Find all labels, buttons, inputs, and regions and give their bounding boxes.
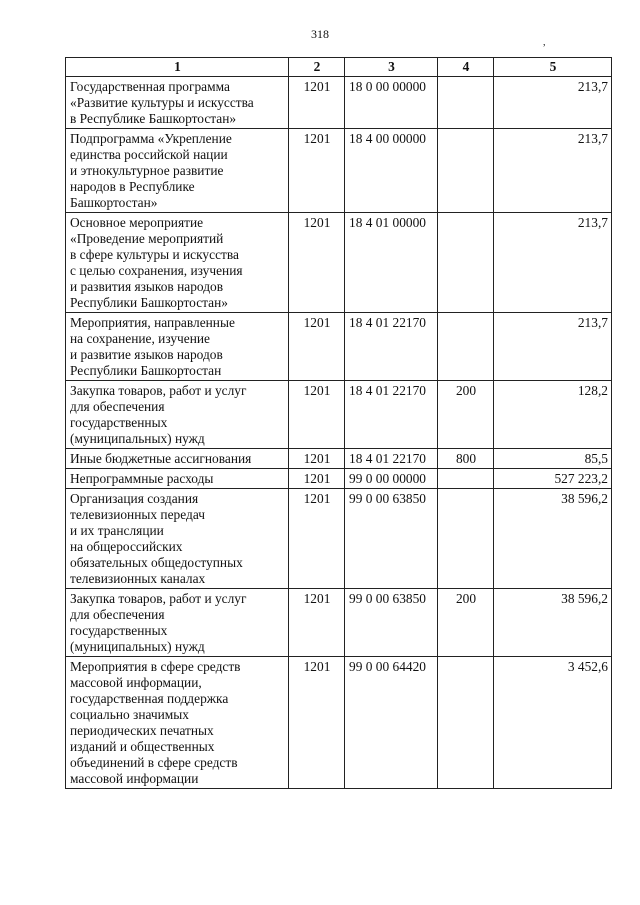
cell-name-line: объединений в сфере средств <box>70 755 238 770</box>
cell-expense-type: 200 <box>438 589 494 657</box>
cell-name-line: периодических печатных <box>70 723 214 738</box>
cell-code: 99 0 00 00000 <box>345 469 438 489</box>
cell-expense-type <box>438 213 494 313</box>
cell-code: 18 4 01 22170 <box>345 313 438 381</box>
cell-code: 18 0 00 00000 <box>345 77 438 129</box>
cell-name <box>66 313 289 381</box>
cell-name-line: Закупка товаров, работ и услуг <box>70 591 247 606</box>
cell-name-line: Башкортостан» <box>70 195 158 210</box>
corner-mark: , <box>543 37 546 48</box>
column-header-4: 4 <box>438 58 494 77</box>
cell-name-line: (муниципальных) нужд <box>70 431 205 446</box>
column-header-1: 1 <box>66 58 289 77</box>
cell-amount: 3 452,6 <box>494 657 612 789</box>
cell-section: 1201 <box>289 77 345 129</box>
cell-name-line: на общероссийских <box>70 539 183 554</box>
cell-amount: 38 596,2 <box>494 589 612 657</box>
cell-name-line: Республики Башкортостан» <box>70 295 228 310</box>
cell-name-line: для обеспечения <box>70 399 165 414</box>
cell-expense-type: 200 <box>438 381 494 449</box>
cell-name-line: народов в Республике <box>70 179 195 194</box>
cell-name-line: Организация создания <box>70 491 199 506</box>
cell-name-line: «Развитие культуры и искусства <box>70 95 254 110</box>
cell-name-line: в Республике Башкортостан» <box>70 111 237 126</box>
cell-name <box>66 213 289 313</box>
cell-name <box>66 381 289 449</box>
cell-expense-type <box>438 469 494 489</box>
cell-name-line: и этнокультурное развитие <box>70 163 224 178</box>
cell-name-line: Закупка товаров, работ и услуг <box>70 383 247 398</box>
cell-name-line: социально значимых <box>70 707 189 722</box>
cell-name <box>66 469 289 489</box>
cell-name-line: телевизионных передач <box>70 507 205 522</box>
table-row <box>66 657 612 789</box>
cell-name-line: массовой информации, <box>70 675 202 690</box>
cell-amount: 213,7 <box>494 129 612 213</box>
cell-name <box>66 657 289 789</box>
cell-name-line: и развитие языков народов <box>70 347 223 362</box>
cell-code: 99 0 00 64420 <box>345 657 438 789</box>
cell-name-line: с целью сохранения, изучения <box>70 263 243 278</box>
cell-section: 1201 <box>289 313 345 381</box>
cell-expense-type <box>438 489 494 589</box>
cell-name <box>66 489 289 589</box>
cell-expense-type <box>438 657 494 789</box>
cell-section: 1201 <box>289 213 345 313</box>
table-row <box>66 589 612 657</box>
cell-name-line: государственных <box>70 623 168 638</box>
cell-code: 18 4 01 22170 <box>345 449 438 469</box>
cell-section: 1201 <box>289 381 345 449</box>
cell-name-line: Государственная программа <box>70 79 230 94</box>
table-row <box>66 313 612 381</box>
column-header-3: 3 <box>345 58 438 77</box>
budget-table <box>65 57 612 789</box>
cell-name-line: на сохранение, изучение <box>70 331 210 346</box>
cell-name-line: Иные бюджетные ассигнования <box>70 451 252 466</box>
cell-expense-type: 800 <box>438 449 494 469</box>
table-body <box>66 77 612 789</box>
table-row <box>66 489 612 589</box>
cell-name-line: телевизионных каналах <box>70 571 206 586</box>
cell-name-line: массовой информации <box>70 771 199 786</box>
cell-code: 18 4 00 00000 <box>345 129 438 213</box>
cell-amount: 213,7 <box>494 313 612 381</box>
cell-amount: 213,7 <box>494 213 612 313</box>
cell-name-line: и их трансляции <box>70 523 164 538</box>
cell-amount: 128,2 <box>494 381 612 449</box>
cell-name <box>66 129 289 213</box>
cell-amount: 527 223,2 <box>494 469 612 489</box>
cell-name-line: «Проведение мероприятий <box>70 231 224 246</box>
table-row <box>66 77 612 129</box>
cell-section: 1201 <box>289 589 345 657</box>
cell-name <box>66 449 289 469</box>
cell-code: 18 4 01 00000 <box>345 213 438 313</box>
cell-name <box>66 589 289 657</box>
cell-name <box>66 77 289 129</box>
table-header-row <box>66 58 612 77</box>
cell-amount: 85,5 <box>494 449 612 469</box>
cell-code: 99 0 00 63850 <box>345 589 438 657</box>
cell-name-line: единства российской нации <box>70 147 228 162</box>
cell-expense-type <box>438 129 494 213</box>
cell-name-line: и развития языков народов <box>70 279 224 294</box>
cell-code: 18 4 01 22170 <box>345 381 438 449</box>
cell-amount: 213,7 <box>494 77 612 129</box>
column-header-5: 5 <box>494 58 612 77</box>
cell-section: 1201 <box>289 489 345 589</box>
table-row <box>66 469 612 489</box>
cell-name-line: государственная поддержка <box>70 691 229 706</box>
table-row <box>66 129 612 213</box>
cell-name-line: (муниципальных) нужд <box>70 639 205 654</box>
cell-expense-type <box>438 77 494 129</box>
cell-code: 99 0 00 63850 <box>345 489 438 589</box>
cell-section: 1201 <box>289 657 345 789</box>
cell-amount: 38 596,2 <box>494 489 612 589</box>
column-header-2: 2 <box>289 58 345 77</box>
cell-section: 1201 <box>289 129 345 213</box>
cell-section: 1201 <box>289 449 345 469</box>
cell-section: 1201 <box>289 469 345 489</box>
cell-name-line: для обеспечения <box>70 607 165 622</box>
cell-name-line: Мероприятия, направленные <box>70 315 235 330</box>
cell-name-line: государственных <box>70 415 168 430</box>
page-number: 318 <box>311 27 329 41</box>
cell-name-line: изданий и общественных <box>70 739 215 754</box>
table-row <box>66 449 612 469</box>
table-row <box>66 213 612 313</box>
cell-name-line: обязательных общедоступных <box>70 555 243 570</box>
cell-name-line: Мероприятия в сфере средств <box>70 659 241 674</box>
cell-name-line: Республики Башкортостан <box>70 363 222 378</box>
cell-expense-type <box>438 313 494 381</box>
cell-name-line: Основное мероприятие <box>70 215 204 230</box>
cell-name-line: Непрограммные расходы <box>70 471 214 486</box>
cell-name-line: Подпрограмма «Укрепление <box>70 131 232 146</box>
table-row <box>66 381 612 449</box>
cell-name-line: в сфере культуры и искусства <box>70 247 239 262</box>
